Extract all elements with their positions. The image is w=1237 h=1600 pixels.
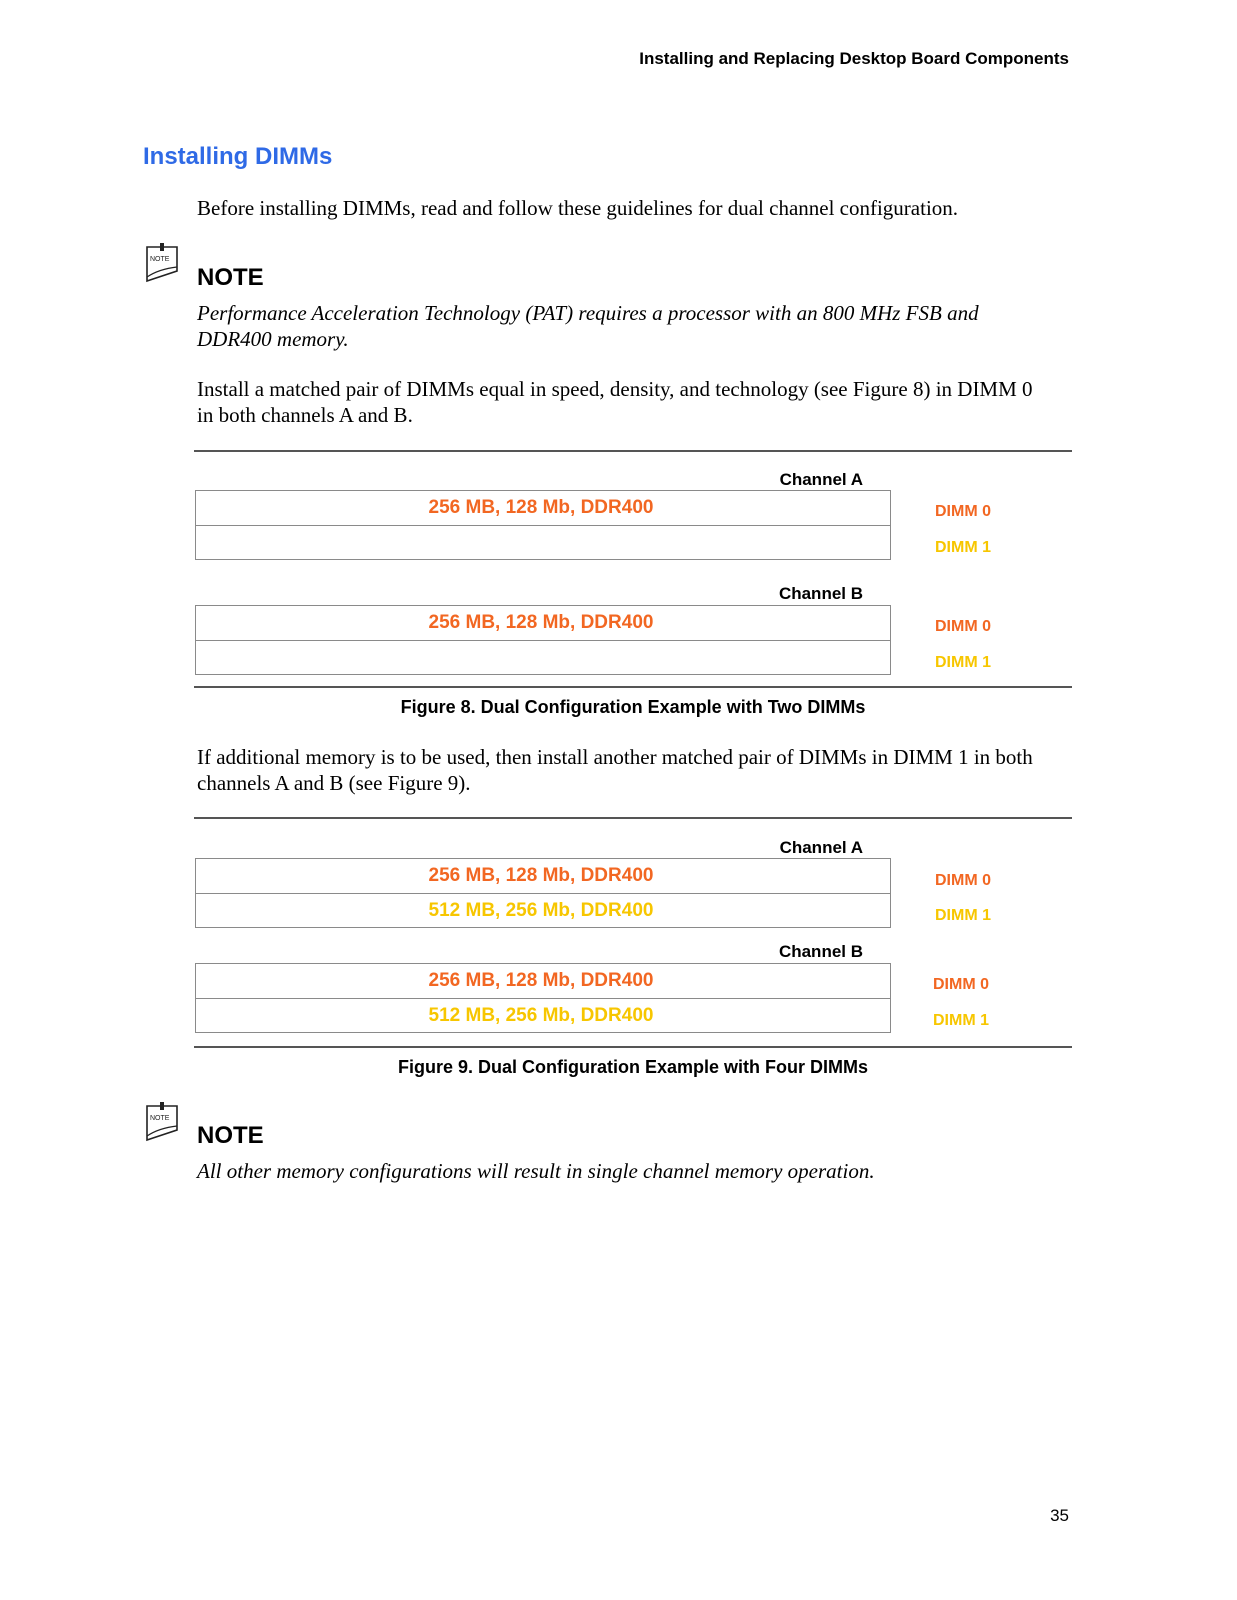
channel-a-dimm-box — [195, 858, 891, 928]
running-header: Installing and Replacing Desktop Board Components — [639, 49, 1069, 68]
dimm-0-module: 256 MB, 128 Mb, DDR400 — [428, 865, 654, 886]
channel-a-dimm-box — [195, 490, 891, 560]
dimm-1-slot-empty — [196, 640, 890, 674]
figure-8-caption: Figure 8. Dual Configuration Example with Two DIMMs — [400, 697, 866, 717]
dimm-1-module: 512 MB, 256 Mb, DDR400 — [196, 998, 890, 1032]
dimm-1-module: 512 MB, 256 Mb, DDR400 — [196, 893, 890, 927]
channel-b-dimm-box — [195, 963, 891, 1033]
page-number: 35 — [1050, 1506, 1069, 1525]
dimm-1-label: DIMM 1 — [935, 907, 991, 924]
note-text: All other memory configurations will result in single channel memory operation. — [197, 1159, 875, 1183]
dimm-1-label: DIMM 1 — [933, 1012, 989, 1029]
dimm-1-label: DIMM 1 — [935, 654, 991, 671]
channel-b-label: Channel B — [778, 584, 863, 603]
figure-top-rule — [194, 450, 1072, 452]
svg-text:NOTE: NOTE — [150, 1115, 170, 1122]
section-title: Installing DIMMs — [143, 143, 333, 170]
note-label: NOTE — [197, 264, 264, 291]
dimm-1-label: DIMM 1 — [935, 539, 991, 556]
note-text: Performance Acceleration Technology (PAT) requires a processor with an 800 MHz FSB and DDR400 memory. — [197, 301, 979, 351]
dimm-0-label: DIMM 0 — [933, 976, 989, 993]
dimm-0-module: 256 MB, 128 Mb, DDR400 — [428, 497, 654, 518]
paragraph-figure8-intro: Install a matched pair of DIMMs equal in speed, density, and technology (see Figure 8) in DIMM 0 in both channels A and B. — [197, 377, 1033, 427]
channel-a-label: Channel A — [779, 838, 863, 857]
channel-a-label: Channel A — [779, 470, 863, 489]
intro-paragraph: Before installing DIMMs, read and follow these guidelines for dual channel configuration. — [197, 196, 959, 220]
dimm-0-label: DIMM 0 — [935, 618, 991, 635]
note-label: NOTE — [197, 1122, 264, 1149]
dimm-1-slot-empty — [196, 525, 890, 559]
note-icon — [145, 243, 181, 283]
note-icon — [145, 1102, 181, 1142]
figure-9-caption: Figure 9. Dual Configuration Example with Four DIMMs — [397, 1057, 869, 1077]
svg-text:NOTE: NOTE — [150, 256, 170, 263]
figure-bottom-rule — [194, 686, 1072, 688]
paragraph-figure9-intro: If additional memory is to be used, then install another matched pair of DIMMs in DIMM 1 in both channels A and B (see Figure 9). — [197, 745, 1033, 795]
dimm-0-module: 256 MB, 128 Mb, DDR400 — [428, 970, 654, 991]
figure-bottom-rule — [194, 1046, 1072, 1048]
channel-b-label: Channel B — [778, 942, 863, 961]
channel-b-dimm-box — [195, 605, 891, 675]
figure-top-rule — [194, 817, 1072, 819]
dimm-0-label: DIMM 0 — [935, 503, 991, 520]
dimm-0-module: 256 MB, 128 Mb, DDR400 — [428, 612, 654, 633]
dimm-0-label: DIMM 0 — [935, 872, 991, 889]
